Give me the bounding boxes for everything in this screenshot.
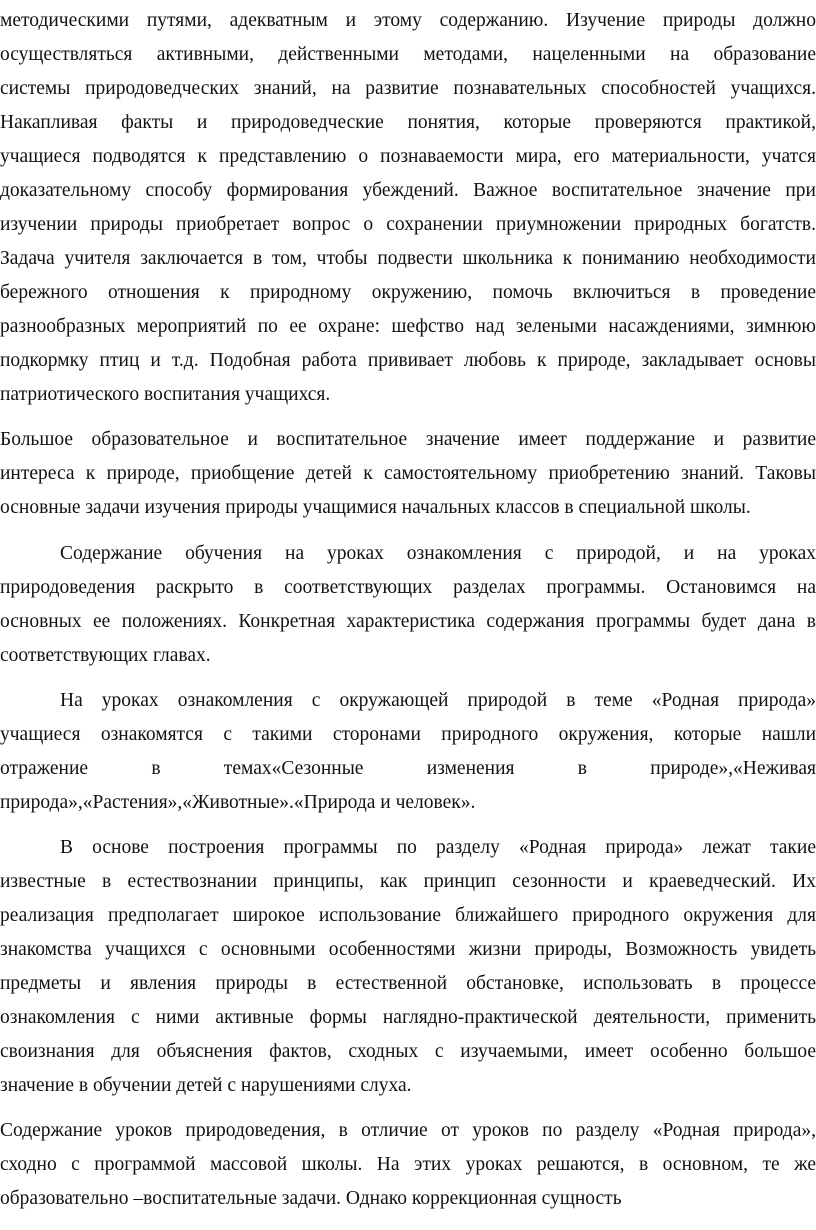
text-line-32: Содержание уроков природоведения, в отличие от уроков по разделу «Родная природа», [0,1120,816,1141]
text-line-6: доказательному способу формирования убеждений. Важное воспитательное значение при [0,180,816,201]
text-line-10: разнообразных мероприятий по ее охране: шефство над зелеными насаждениями, зимнюю [0,316,816,337]
text-line-22: отражение в темах«Сезонные изменения в природе»,«Неживая [0,758,816,779]
text-line-1: методическими путями, адекватным и этому содержанию. Изучение природы должно [0,10,816,31]
text-line-33: сходно с программой массовой школы. На этих уроках решаются, в основном, те же [0,1154,816,1175]
text-line-27: знакомства учащихся с основными особенностями жизни природы, Возможность увидеть [0,939,816,960]
text-line-7: изучении природы приобретает вопрос о сохранении приумножении природных богатств. [0,214,816,235]
text-line-4: Накапливая факты и природоведческие понятия, которые проверяются практикой, [0,112,816,133]
text-line-2: осуществляться активными, действенными методами, нацеленными на образование [0,44,816,65]
text-line-3: системы природоведческих знаний, на развитие познавательных способностей учащихся. [0,78,816,99]
text-line-26: реализация предполагает широкое использование ближайшего природного окружения для [0,905,816,926]
text-line-13: Большое образовательное и воспитательное значение имеет поддержание и развитие [0,429,816,450]
text-line-12: патриотического воспитания учащихся. [0,384,331,405]
text-line-28: предметы и явления природы в естественной обстановке, использовать в процессе [0,973,816,994]
text-line-34: образовательно –воспитательные задачи. Однако коррекционная сущность [0,1188,622,1209]
text-line-14: интереса к природе, приобщение детей к самостоятельному приобретению знаний. Таковы [0,463,816,484]
text-line-24: В основе построения программы по разделу «Родная природа» лежат такие [60,837,816,858]
text-line-5: учащиеся подводятся к представлению о познаваемости мира, его материальности, учатся [0,146,816,167]
text-line-9: бережного отношения к природному окружению, помочь включиться в проведение [0,282,816,303]
text-line-29: ознакомления с ними активные формы наглядно-практической деятельности, применить [0,1007,816,1028]
text-line-31: значение в обучении детей с нарушениями слуха. [0,1075,412,1096]
text-line-17: природоведения раскрыто в соответствующих разделах программы. Остановимся на [0,577,816,598]
text-line-20: На уроках ознакомления с окружающей природой в теме «Родная природа» [60,690,816,711]
text-line-25: известные в естествознании принципы, как принцип сезонности и краеведческий. Их [0,871,816,892]
text-line-30: своизнания для объяснения фактов, сходных с изучаемыми, имеет особенно большое [0,1041,816,1062]
text-line-15: основные задачи изучения природы учащимися начальных классов в специальной школы. [0,497,751,518]
text-line-8: Задача учителя заключается в том, чтобы подвести школьника к пониманию необходимости [0,248,816,269]
text-line-23: природа»,«Растения»,«Животные».«Природа и человек». [0,792,476,813]
text-line-18: основных ее положениях. Конкретная характеристика содержания программы будет дана в [0,611,816,632]
text-line-19: соответствующих главах. [0,645,211,666]
text-line-21: учащиеся ознакомятся с такими сторонами природного окружения, которые нашли [0,724,816,745]
text-line-11: подкормку птиц и т.д. Подобная работа прививает любовь к природе, закладывает основы [0,350,816,371]
text-line-16: Содержание обучения на уроках ознакомления с природой, и на уроках [60,543,816,564]
